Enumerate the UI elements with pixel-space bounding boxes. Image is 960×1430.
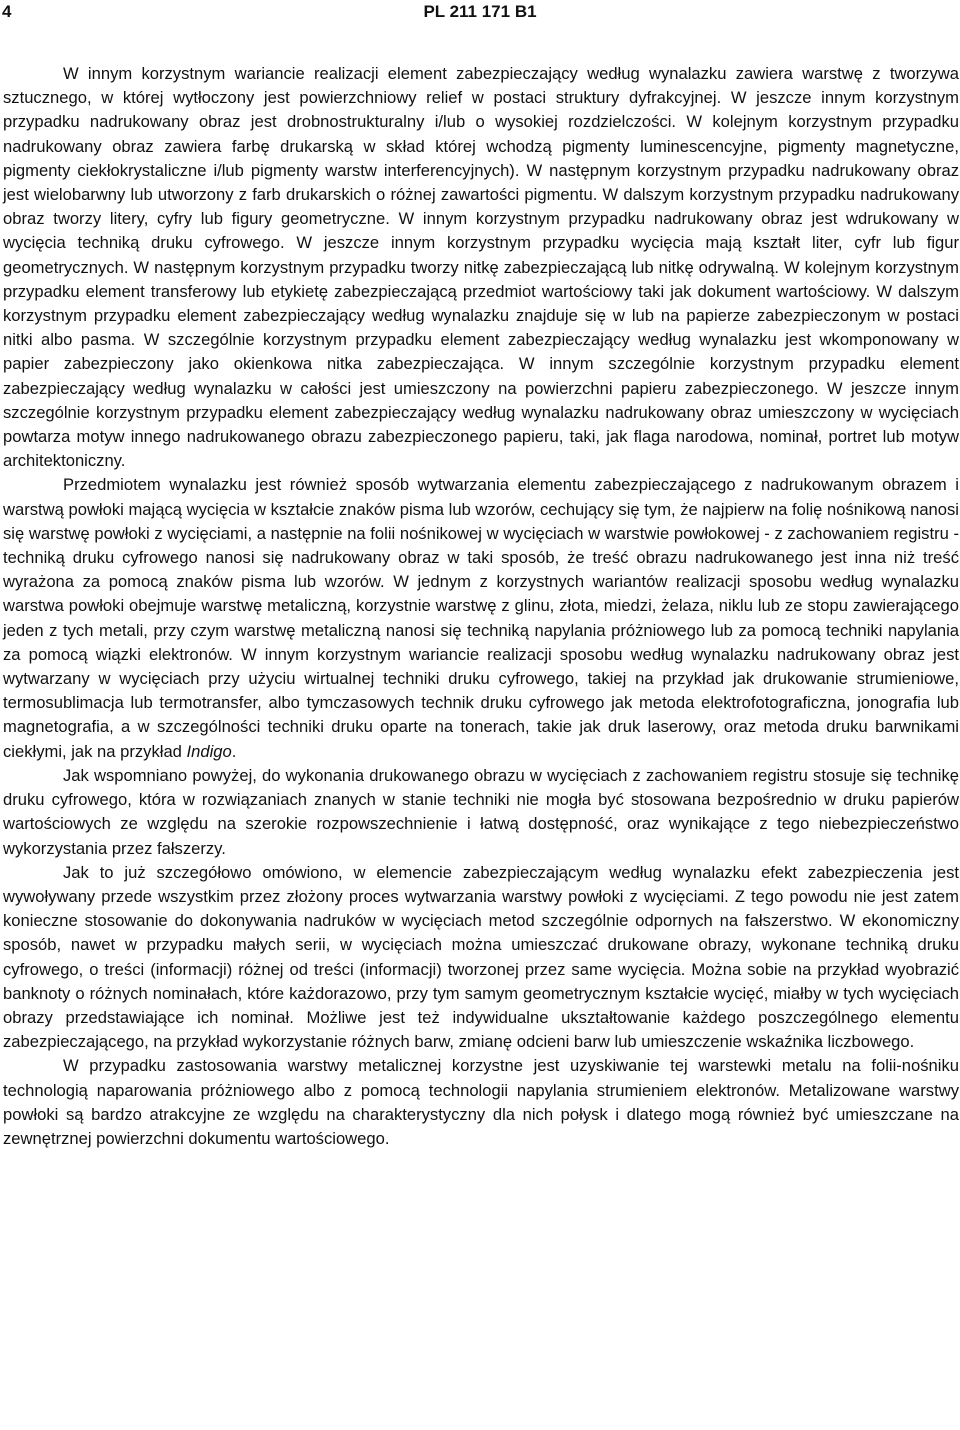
paragraph-text: W przypadku zastosowania warstwy metalicznej korzystne jest uzyskiwanie tej warstewki metalu na folii-nośniku technologią naparowania próżniowego albo z pomocą technologii napylania strumieniem elektronów. Metalizowane warstwy powłoki są bardzo atrakcyjne ze względu na charakterystyczny dla nich połysk i dlatego mogą również być umieszczane na zewnętrznej powierzchni dokumentu wartościowego. <box>3 1056 959 1148</box>
page-number: 4 <box>2 2 12 21</box>
page-header <box>0 2 960 28</box>
sentence-end: . <box>231 741 237 761</box>
paragraph-metallic-layer <box>3 1054 959 1151</box>
patent-description-body <box>3 62 959 1151</box>
paragraph-production-method <box>3 473 959 763</box>
paragraph-security-element-variants <box>3 62 959 473</box>
patent-number: PL 211 171 B1 <box>423 2 537 21</box>
paragraph-text: Jak to już szczegółowo omówiono, w elemencie zabezpieczającym według wynalazku efekt zabezpieczenia jest wywoływany przede wszystkim przez złożony proces wytwarzania warstwy powłoki z wycięciami. Z tego powodu nie jest zatem konieczne stosowanie do dokonywania nadruków w wycięciach metod szczególnie odpornych na fałszerstwo. W ekonomiczny sposób, nawet w przypadku małych serii, w wycięciach można umieszczać drukowane obrazy, wykonane techniką druku cyfrowego, o treści (informacji) różnej od treści (informacji) tworzonej przez same wycięcia. Można sobie na przykład wyobrazić banknoty o różnych nominałach, które każdorazowo, przy tym samym geometrycznym kształcie wycięć, miałby w tych wycięciach obrazy przedstawiające ich nominał. Możliwe jest też indywidualne ukształtowanie każdego poszczególnego elementu zabezpieczającego, na przykład wykorzystanie różnych barw, zmianę odcieni barw lub umieszczenie wskaźnika liczbowego. <box>3 862 959 1052</box>
paragraph-text: W innym korzystnym wariancie realizacji element zabezpieczający według wynalazku zawiera warstwę z tworzywa sztucznego, w której wytłoczony jest powierzchniowy relief w postaci struktury dyfrakcyjnej. W jeszcze innym korzystnym przypadku nadrukowany obraz jest drobnostrukturalny i/lub o wysokiej rozdzielczości. W kolejnym korzystnym przypadku nadrukowany obraz zawiera farbę drukarską w skład której wchodzą pigmenty luminescencyjne, pigmenty magnetyczne, pigmenty ciekłokrystaliczne i/lub pigmenty warstw interferencyjnych). W następnym korzystnym przypadku nadrukowany obraz jest wielobarwny lub utworzony z farb drukarskich o różnej zawartości pigmentu. W dalszym korzystnym przypadku nadrukowany obraz tworzy litery, cyfry lub figury geometryczne. W innym korzystnym przypadku nadrukowany obraz jest wdrukowany w wycięcia techniką druku cyfrowego. W jeszcze innym korzystnym przypadku wycięcia mają kształt liter, cyfr lub figur geometrycznych. W następnym korzystnym przypadku tworzy nitkę zabezpieczającą lub nitkę odrywalną. W kolejnym korzystnym przypadku element transferowy lub etykietę zabezpieczającą przedmiot wartościowy taki jak dokument wartościowy. W dalszym korzystnym przypadku element zabezpieczający według wynalazku znajduje się w lub na papierze zabezpieczonym w postaci nitki albo pasma. W szczególnie korzystnym przypadku element zabezpieczający według wynalazku jest wkomponowany w papier zabezpieczony jako okienkowa nitka zabezpieczająca. W innym szczególnie korzystnym przypadku element zabezpieczający według wynalazku w całości jest umieszczony na powierzchni papieru zabezpieczonego. W jeszcze innym szczególnie korzystnym przypadku element zabezpieczający według wynalazku nadrukowany obraz umieszczony w wycięciach powtarza motyw innego nadrukowanego obrazu zabezpieczonego papieru, taki, jak flaga narodowa, nominał, portret lub motyw architektoniczny. <box>3 64 959 471</box>
paragraph-text: Jak wspomniano powyżej, do wykonania drukowanego obrazu w wycięciach z zachowaniem registru stosuje się technikę druku cyfrowego, która w rozwiązaniach znanych w stanie techniki nie mogła być stosowana bezpośrednio w druku papierów wartościowych ze względu na szerokie rozpowszechnienie i łatwą dostępność, oraz wynikające z tego niebezpieczeństwo wykorzystania przez fałszerzy. <box>3 765 959 858</box>
italic-term: Indigo <box>186 741 232 761</box>
paragraph-text: Przedmiotem wynalazku jest również sposób wytwarzania elementu zabezpieczającego z nadrukowanym obrazem i warstwą powłoki mającą wycięcia w kształcie znaków pisma lub wzorów, cechujący się tym, że najpierw na folię nośnikową nanosi się warstwę powłoki z wycięciami, a następnie na folii nośnikowej w wycięciach w warstwie powłokowej - z zachowaniem registru - techniką druku cyfrowego nanosi się nadrukowany obraz w taki sposób, że treść obrazu nadrukowanego jest inna niż treść wyrażona za pomocą znaków pisma lub wzorów. W jednym z korzystnych wariantów realizacji sposobu według wynalazku warstwa powłoki obejmuje warstwę metaliczną, korzystnie warstwę z glinu, złota, miedzi, żelaza, niklu lub ze stopu zawierającego jeden z tych metali, przy czym warstwę metaliczną nanosi się techniką napylania próżniowego lub za pomocą techniki napylania za pomocą wiązki elektronów. W innym korzystnym wariancie realizacji sposobu według wynalazku nadrukowany obraz jest wytwarzany w wycięciach przy użyciu wirtualnej techniki druku cyfrowego, takiej na przykład jak drukowanie strumieniowe, termosublimacja lub termotransfer, albo tymczasowych technik druku cyfrowego jak metoda elektrofotograficzna, jonografia lub magnetografia, a w szczególności techniki druku oparte na tonerach, takie jak druk laserowy, oraz metoda druku barwnikami ciekłymi, jak na przykład <box>3 475 959 761</box>
paragraph-digital-printing <box>3 764 959 861</box>
paragraph-security-effect <box>3 861 959 1055</box>
